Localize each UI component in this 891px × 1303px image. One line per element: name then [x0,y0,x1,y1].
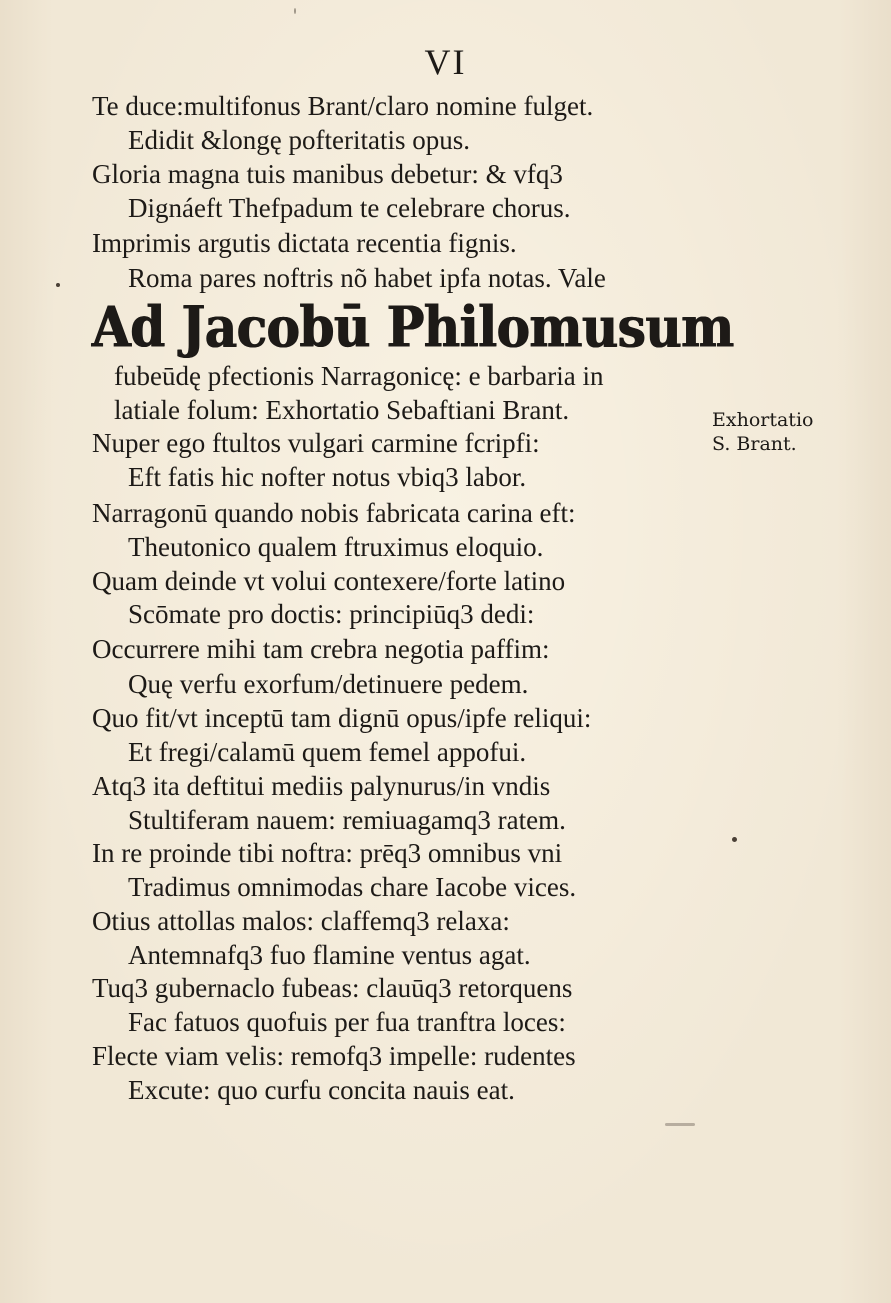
marginal-note [712,408,813,456]
marginal-note-line: S. Brant. [712,433,797,455]
verse-line: Narragonū quando nobis fabricata carina eft: [92,498,576,528]
blackletter-heading: Ad Jacobū Philomusum [92,294,734,361]
verse-line: Te duce:multifonus Brant/claro nomine fulget. [92,91,594,121]
verse-line: Eft fatis hic nofter notus vbiq3 labor. [128,462,527,492]
verse-line: Antemnafq3 fuo flamine ventus agat. [128,940,531,970]
verse-line: Dignáeft Thefpadum te celebrare chorus. [128,193,571,223]
verse-line: Roma pares noftris nõ habet ipfa notas. Vale [128,263,606,293]
verse-line: Tradimus omnimodas chare Iacobe vices. [128,872,577,902]
verse-line: Fac fatuos quofuis per fua tranftra loces: [128,1007,566,1037]
verse-line: Edidit &longę pofteritatis opus. [128,125,470,155]
verse-line: In re proinde tibi noftra: prēq3 omnibus vni [92,838,563,868]
verse-line: Quę verfu exorfum/detinuere pedem. [128,669,529,699]
verse-line: Quam deinde vt volui contexere/forte latino [92,566,566,596]
verse-line: Gloria magna tuis manibus debetur: & vfq3 [92,159,563,189]
ink-speck [56,283,60,287]
verse-line: Et fregi/calamū quem femel appofui. [128,737,527,767]
folio-number: VI [424,42,467,82]
verse-line: fubeūdę pfectionis Narragonicę: e barbaria in [114,361,604,391]
verse-line: Occurrere mihi tam crebra negotia paffim: [92,634,550,664]
verse-line: Quo fit/vt inceptū tam dignū opus/ipfe reliqui: [92,703,592,733]
verse-line: Stultiferam nauem: remiuagamq3 ratem. [128,805,566,835]
verse-line: Flecte viam velis: remofq3 impelle: rudentes [92,1041,576,1071]
ink-speck [665,1123,695,1126]
ink-speck [294,8,296,14]
verse-line: latiale folum: Exhortatio Sebaftiani Brant. [114,395,570,425]
verse-line: Otius attollas malos: claffemq3 relaxa: [92,906,510,936]
verse-line: Excute: quo curfu concita nauis eat. [128,1075,515,1105]
verse-line: Imprimis argutis dictata recentia fignis. [92,228,517,258]
verse-line: Scōmate pro doctis: principiūq3 dedi: [128,599,535,629]
marginal-note-line: Exhortatio [712,409,814,431]
verse-line: Tuq3 gubernaclo fubeas: clauūq3 retorquens [92,973,573,1003]
ink-speck [732,837,737,842]
verse-line: Atq3 ita deftitui mediis palynurus/in vndis [92,771,551,801]
verse-line: Theutonico qualem ftruximus eloquio. [128,532,544,562]
verse-line: Nuper ego ftultos vulgari carmine fcripfi: [92,428,540,458]
